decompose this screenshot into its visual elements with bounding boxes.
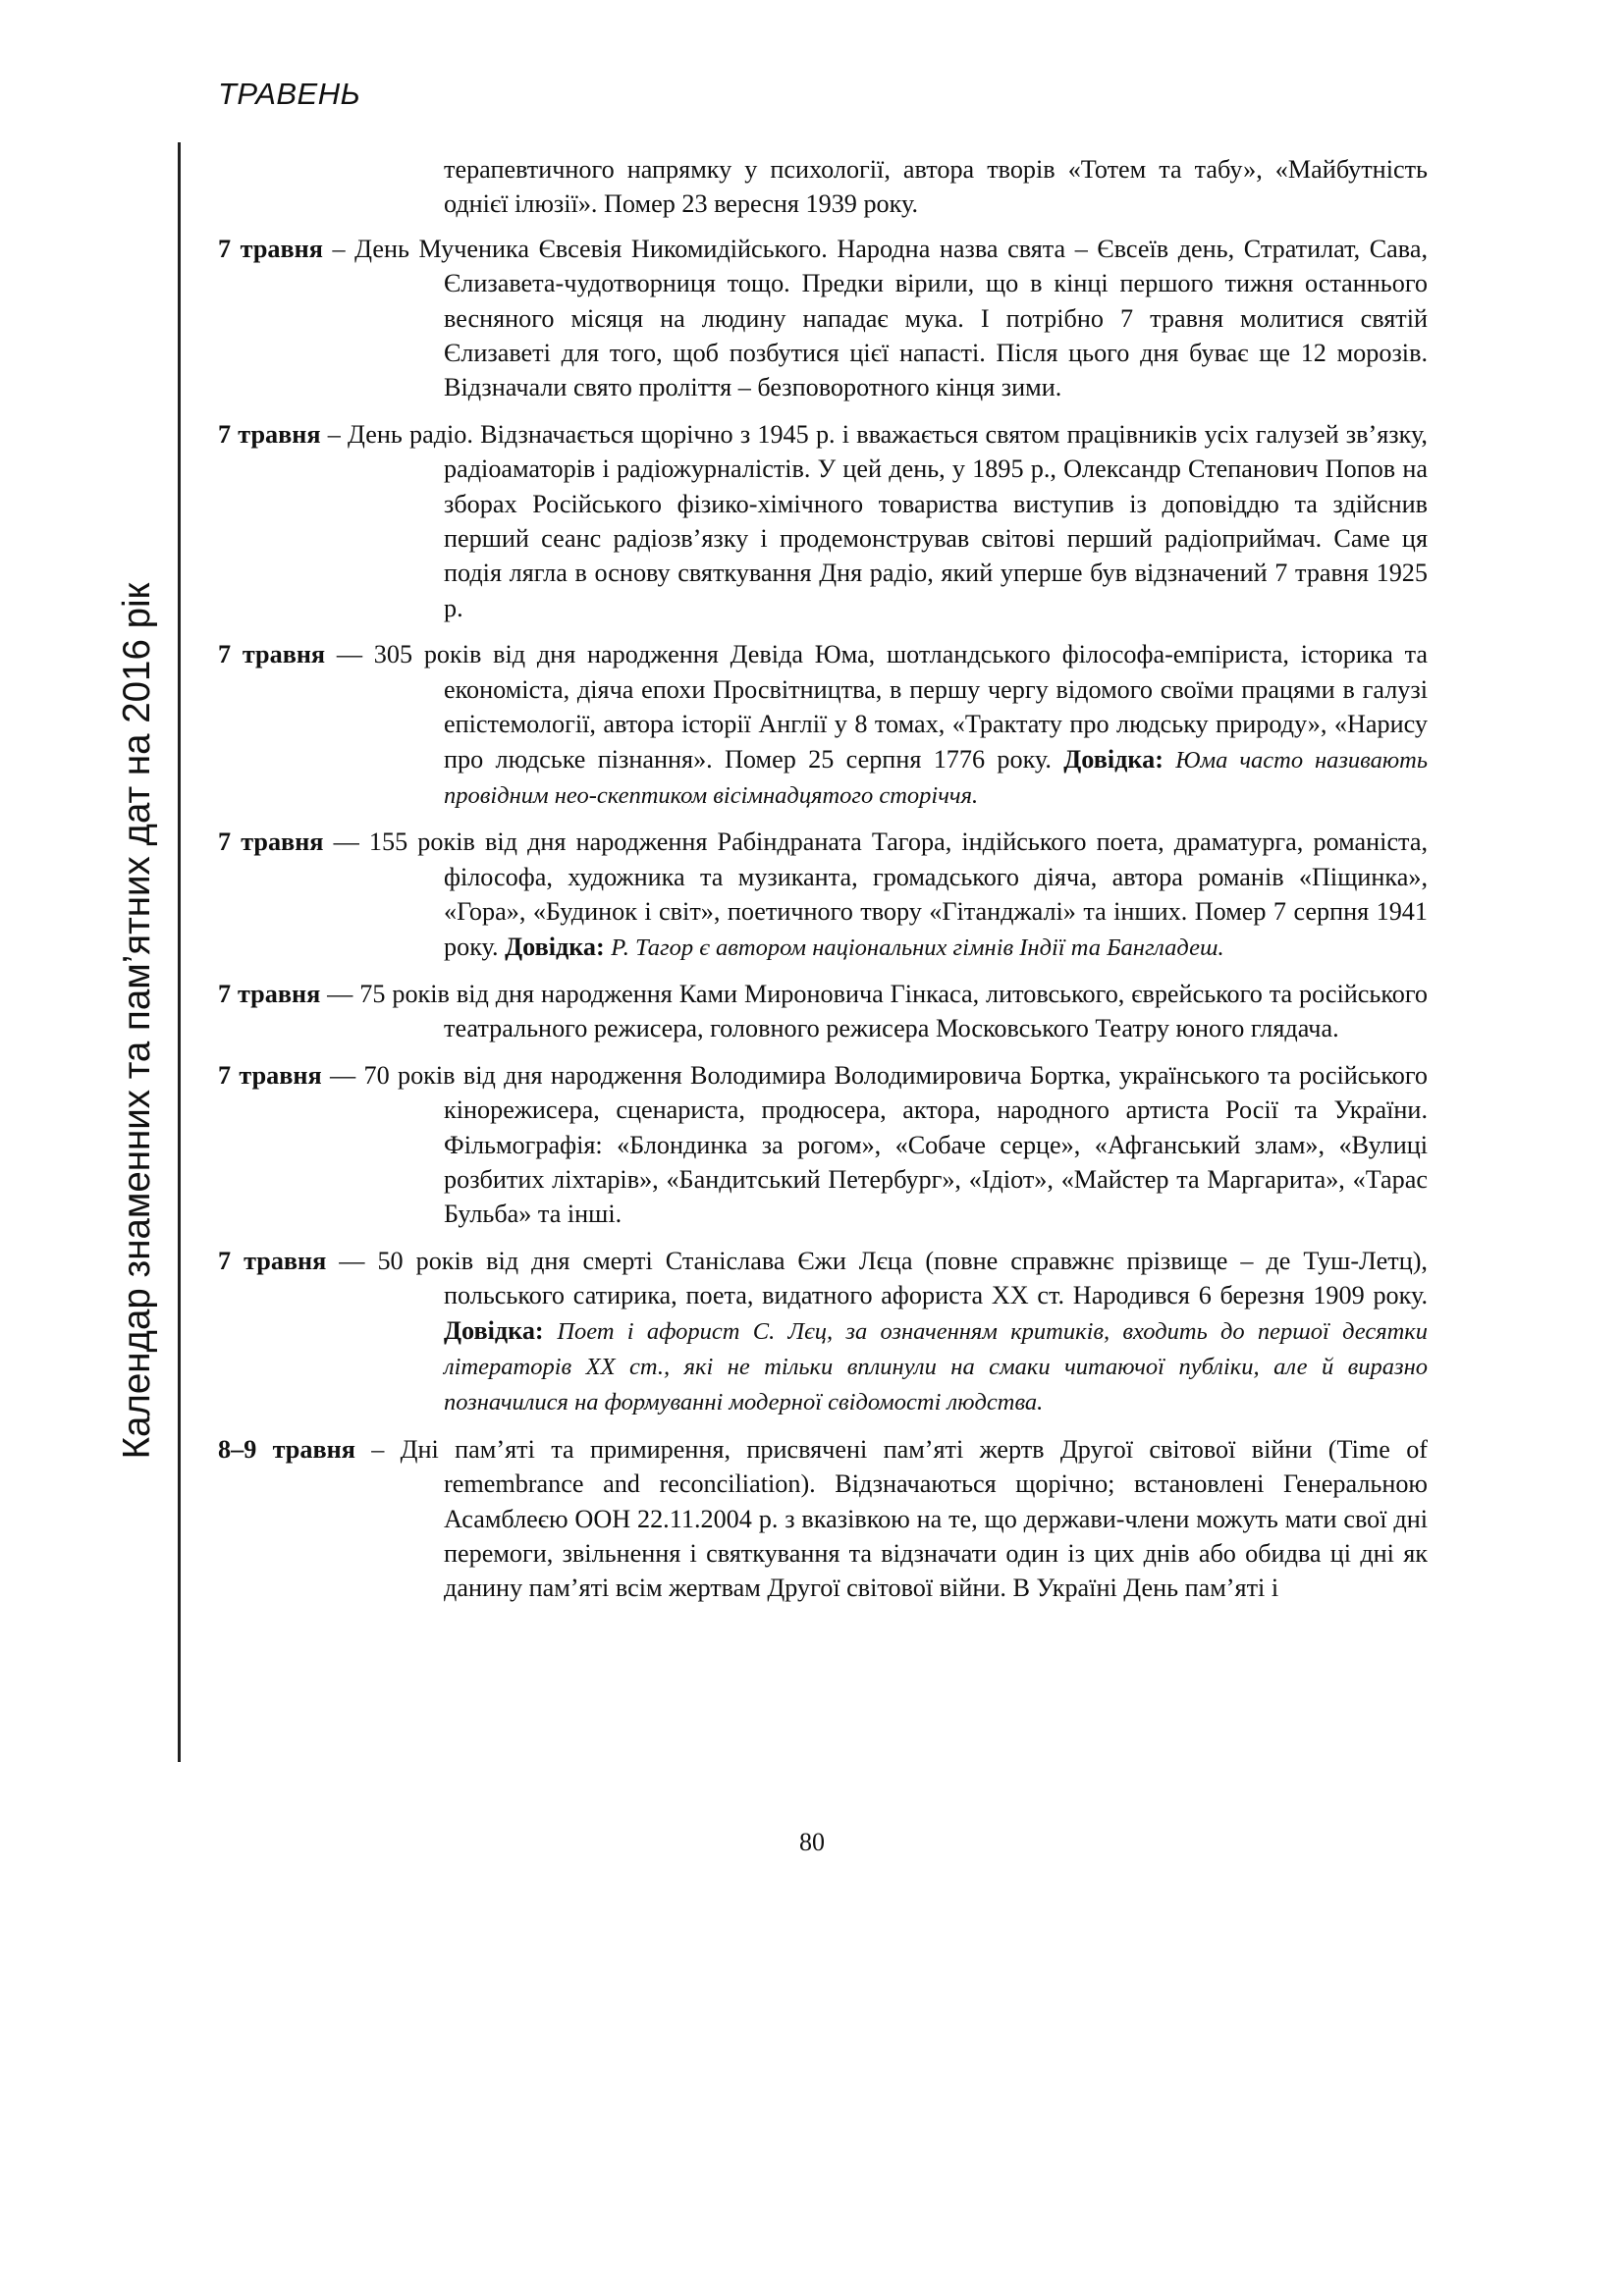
calendar-entry bbox=[218, 1244, 1428, 1420]
entry-reference-note: Поет і афорист С. Лєц, за означенням критиків, входить до першої десятки літераторів XX ст., які не тільки вплинули на смаки читаючої публіки, але й виразно позначилися на формуванні модерної свідомості людства. bbox=[444, 1317, 1428, 1416]
entry-separator: — bbox=[325, 640, 374, 669]
calendar-entry bbox=[218, 825, 1428, 965]
entry-date: 7 травня bbox=[218, 419, 321, 449]
entry-text: 70 років від дня народження Володимира Володимировича Бортка, українського та російського кінорежисера, сценариста, продюсера, актора, народного артиста Росії та України. Фільмографія: «Блондинка за рогом», «Собаче серце», «Афганський злам», «Вулиці розбитих ліхтарів», «Бандитський Петербург», «Ідіот», «Майстер та Маргарита», «Тарас Бульба» та інші. bbox=[363, 1060, 1428, 1229]
entry-date: 7 травня bbox=[218, 1246, 327, 1275]
entry-date: 8–9 травня bbox=[218, 1434, 355, 1464]
entry-date: 7 травня bbox=[218, 234, 323, 263]
entry-separator: — bbox=[321, 1060, 364, 1090]
calendar-entry bbox=[218, 977, 1428, 1046]
entry-date: 7 травня bbox=[218, 1060, 322, 1090]
entry-date: 7 травня bbox=[218, 979, 321, 1008]
entry-date: 7 травня bbox=[218, 828, 324, 857]
entry-separator: – bbox=[320, 419, 349, 449]
entry-separator: — bbox=[323, 828, 369, 857]
entry-text: Дні пам’яті та примирення, присвячені пам’яті жертв Другої світової війни (Time of remembrance and reconciliation). Відзначаються щорічно; встановлені Генеральною Асамблеєю ООН 22.11.2004 р. з вказівкою на те, що держави-члени можуть мати свої дні перемоги, звільнення і святкування та відзначати один із цих днів або обидва ці дні як данину пам’яті всім жертвам Другої світової війни. В Україні День пам’яті і bbox=[400, 1434, 1429, 1603]
entry-separator: — bbox=[326, 1246, 378, 1275]
margin-rule bbox=[178, 142, 181, 1762]
entry-text: 305 років від дня народження Девіда Юма, шотландського філософа-емпіриста, історика та економіста, діяча епохи Просвітництва, в першу чергу відомого своїми працями в галузі епістемології, автора історії Англії у 8 томах, «Трактату про людську природу», «Нарису про людське пізнання». Помер 25 серпня 1776 року. bbox=[373, 640, 1428, 774]
calendar-entry bbox=[218, 1058, 1428, 1232]
entry-reference-label: Довідка: bbox=[444, 1315, 544, 1345]
sidebar-book-title: Календар знаменних та пам’ятних дат на 2016 рік bbox=[116, 582, 158, 1460]
entry-separator: – bbox=[354, 1434, 401, 1464]
calendar-entry bbox=[218, 1432, 1428, 1606]
entry-reference-note: Юма часто називають провідним нео-скептиком вісімнадцятого сторіччя. bbox=[444, 746, 1429, 809]
entry-text: 155 років від дня народження Рабіндраната Тагора, індійського поета, драматурга, романіста, філософа, художника та музиканта, громадського діяча, автора романів «Піщинка», «Гора», «Будинок і світ», поетичного твору «Гітанджалі» та інших. Помер 7 серпня 1941 року. bbox=[368, 828, 1428, 961]
entry-separator: — bbox=[320, 979, 360, 1008]
continuation-paragraph: терапевтичного напрямку у психології, автора творів «Тотем та табу», «Майбутність однієї ілюзії». Помер 23 вересня 1939 року. bbox=[444, 155, 1428, 219]
entry-separator: – bbox=[322, 234, 355, 263]
entry-text: День радіо. Відзначається щорічно з 1945 р. і вважається святом працівників усіх галузей зв’язку, радіоаматорів і радіожурналістів. У цей день, у 1895 р., Олександр Степанович Попов на зборах Російського фізико-хімічного товариства виступив із доповіддю та здійснив перший сеанс радіозв’язку і продемонстрував світові перший радіоприймач. Саме ця подія лягла в основу святкування Дня радіо, який уперше був відзначений 7 травня 1925 р. bbox=[348, 419, 1428, 622]
page-number: 80 bbox=[799, 1828, 825, 1856]
entry-text: 75 років від дня народження Ками Мироновича Гінкаса, литовського, єврейського та російського театрального режисера, головного режисера Московського Театру юного глядача. bbox=[359, 979, 1429, 1043]
section-header: ТРАВЕНЬ bbox=[218, 77, 361, 111]
calendar-entry bbox=[218, 232, 1428, 405]
entry-date: 7 травня bbox=[218, 640, 326, 669]
calendar-entry bbox=[218, 417, 1428, 625]
calendar-entry bbox=[218, 637, 1428, 813]
entry-text: День Мученика Євсевія Никомидійського. Народна назва свята – Євсеїв день, Стратилат, Сава, Єлизавета-чудотворниця тощо. Предки вірили, що в кінці першого тижня останнього весняного місяця на людину нападає мука. І потрібно 7 травня молитися святій Єлизаветі для того, щоб позбутися цієї напасті. Після цього дня буває ще 12 морозів. Відзначали свято проліття – безповоротного кінця зими. bbox=[354, 234, 1428, 402]
entry-list bbox=[218, 232, 1428, 1606]
entry-text: 50 років від дня смерті Станіслава Єжи Лєца (повне справжнє прізвище – де Туш-Летц), польського сатирика, поета, видатного афориста XX ст. Народився 6 березня 1909 року. bbox=[377, 1246, 1428, 1310]
entry-reference-note: Р. Тагор є автором національних гімнів Індії та Бангладеш. bbox=[611, 934, 1224, 961]
page-content bbox=[218, 152, 1428, 1618]
entry-reference-label: Довідка: bbox=[505, 932, 605, 961]
entry-reference-label: Довідка: bbox=[1063, 744, 1164, 774]
